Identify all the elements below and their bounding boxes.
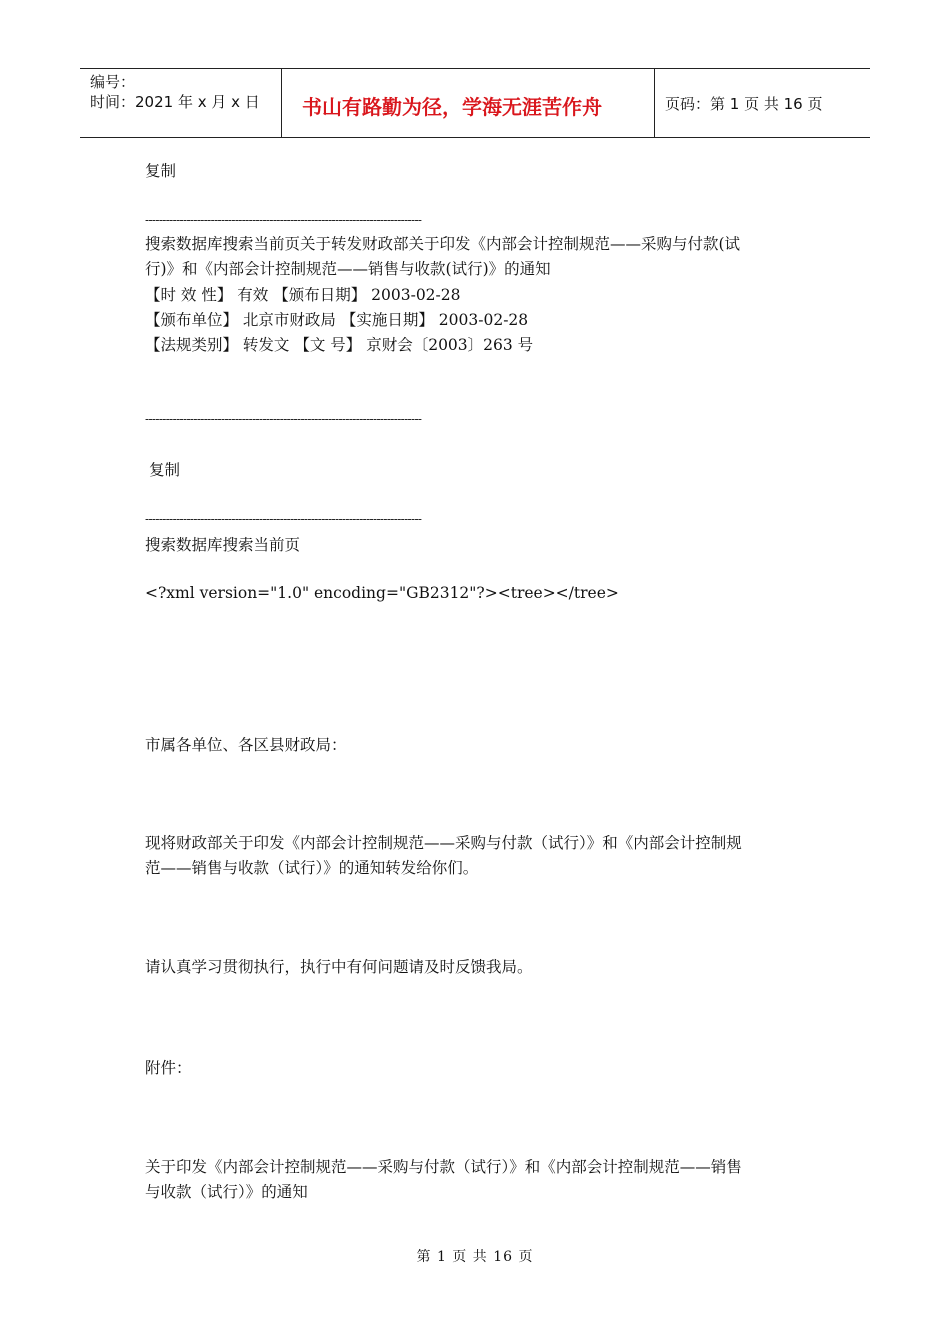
- search-line: 搜索数据库搜索当前页: [145, 536, 301, 554]
- header-right-cell: [655, 69, 870, 137]
- addressee: 市属各单位、各区县财政局：: [145, 736, 347, 754]
- header-center-cell: [282, 69, 655, 137]
- date-line: 时间：2021 年 x 月 x 日: [90, 93, 260, 111]
- copy-link[interactable]: 复制: [145, 162, 177, 180]
- page-footer: 第 1 页 共 16 页: [416, 1249, 534, 1265]
- meta-line-category: 【法规类别】 转发文 【文 号】 京财会〔2003〕263 号: [145, 336, 534, 354]
- meta-line-issuer: 【颁布单位】 北京市财政局 【实施日期】 2003-02-28: [145, 311, 529, 329]
- header-left-cell: [80, 69, 282, 137]
- body-paragraph-1-line-1: 现将财政部关于印发《内部会计控制规范——采购与付款（试行）》和《内部会计控制规: [145, 834, 742, 852]
- header-table: [80, 68, 870, 138]
- body-paragraph-1-line-2: 范——销售与收款（试行）》的通知转发给你们。: [145, 859, 479, 877]
- copy-link[interactable]: 复制: [149, 461, 181, 479]
- motto: 书山有路勤为径，学海无涯苦作舟: [302, 95, 602, 119]
- divider: --------------------------------------------------------------------------------: [145, 412, 422, 426]
- attachment-line-1: 关于印发《内部会计控制规范——采购与付款（试行）》和《内部会计控制规范——销售: [145, 1158, 742, 1176]
- attachment-line-2: 与收款（试行）》的通知: [145, 1183, 308, 1201]
- number-label: 编号：: [90, 73, 136, 91]
- attachment-label: 附件：: [145, 1059, 192, 1077]
- search-title-line-1: 搜索数据库搜索当前页关于转发财政部关于印发《内部会计控制规范——采购与付款(试: [145, 235, 741, 253]
- divider: --------------------------------------------------------------------------------: [145, 512, 422, 526]
- page-info: 页码：第 1 页 共 16 页: [665, 95, 823, 113]
- xml-line: <?xml version="1.0" encoding="GB2312"?><tree></tree>: [145, 584, 619, 602]
- search-title-line-2: 行)》和《内部会计控制规范——销售与收款(试行)》的通知: [145, 260, 551, 278]
- body-paragraph-2: 请认真学习贯彻执行，执行中有何问题请及时反馈我局。: [145, 958, 533, 976]
- meta-line-validity: 【时 效 性】 有效 【颁布日期】 2003-02-28: [145, 286, 461, 304]
- divider: --------------------------------------------------------------------------------: [145, 213, 422, 227]
